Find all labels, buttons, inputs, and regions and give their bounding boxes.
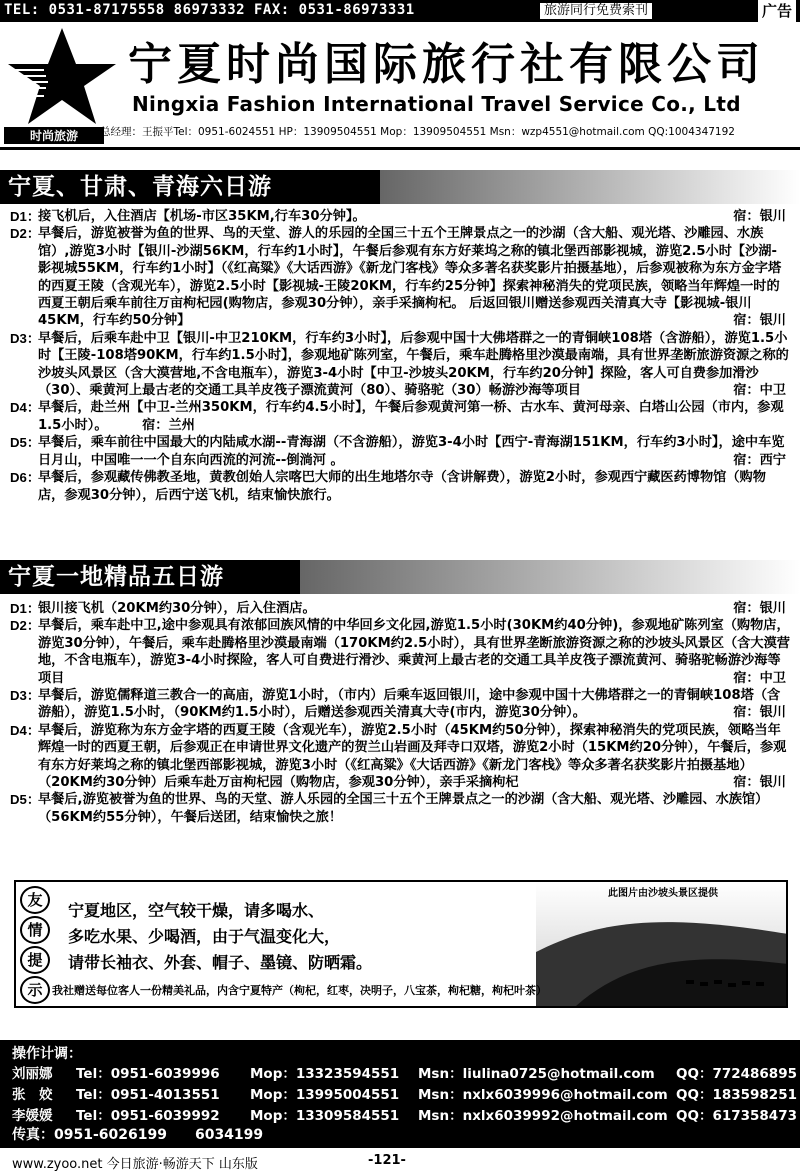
- day-text: 早餐后,游览被誉为鱼的世界、鸟的天堂、游人乐园的全国三十五个王牌景点之一的沙湖（含大船、观光塔、沙雕园、水族馆）（56KM约55分钟），午餐后送团，结束愉快之旅！: [38, 792, 769, 825]
- contact-tel: Tel：0951-6039996: [76, 1066, 220, 1082]
- day-label: D5：: [10, 435, 41, 451]
- day-label: D3：: [10, 688, 41, 704]
- banner-fade: [380, 170, 800, 204]
- contact-qq: QQ：617358473: [676, 1108, 797, 1124]
- itinerary-day: [10, 330, 790, 400]
- day-stay: 宿：银川: [727, 208, 786, 225]
- logo-text: 时尚旅游: [4, 127, 104, 144]
- section-title-six-day: 宁夏、甘肃、青海六日游: [0, 170, 380, 204]
- day-label: D5：: [10, 792, 41, 808]
- itinerary-day: [10, 434, 790, 469]
- fax-line: 传真：0951-6026199 6034199: [12, 1127, 264, 1143]
- contact-name: 刘丽娜: [12, 1066, 53, 1082]
- itinerary-day: [10, 617, 790, 687]
- itinerary-day: [10, 399, 790, 434]
- itinerary-day: [10, 600, 790, 617]
- day-label: D6：: [10, 470, 41, 486]
- itinerary-day: [10, 791, 790, 826]
- day-stay: 宿：银川: [727, 774, 786, 791]
- day-text: 早餐后，游览称为东方金字塔的西夏王陵（含观光车），游览2.5小时（45KM约50分钟），探索神秘消失的党项民族，领略当年辉煌一时的西夏王朝，后参观正在申请世界文化遗产的贺兰山岩画及拜寺口双塔，游览2小时（15KM约20分钟），午餐后，参观有东方好莱坞之称的镇北堡西部影视城，游览3小时（《红高粱》《大话西游》《新龙门客栈》等众多著名获奖影片拍摄基地）（20KM约30分钟）后乘车赴万亩枸杞园（购物店，参观30分钟），亲手采摘枸杞: [38, 722, 787, 791]
- operator-contacts: [0, 1040, 800, 1148]
- itinerary-day: [10, 687, 790, 722]
- tips-char: 友: [20, 886, 50, 914]
- day-stay: 宿：中卫: [727, 382, 786, 399]
- tips-char: 提: [20, 946, 50, 974]
- day-label: D3：: [10, 330, 41, 346]
- contact-msn: Msn：liulina0725@hotmail.com: [418, 1066, 655, 1082]
- contact-mop: Mop：13995004551: [250, 1087, 400, 1103]
- desert-camel-photo: [536, 882, 788, 1006]
- itinerary-day: [10, 208, 790, 225]
- star-logo-icon: [4, 26, 120, 126]
- contact-qq: QQ：772486895: [676, 1066, 797, 1082]
- day-label: D1：: [10, 601, 41, 616]
- manager-contact: 总经理：王振平Tel：0951-6024551 HP：13909504551 Mop：13909504551 Msn：wzp4551@hotmail.com QQ:1004347192: [100, 126, 735, 138]
- tips-side-label: [20, 886, 56, 1004]
- section-title-five-day: 宁夏一地精品五日游: [0, 560, 300, 594]
- contact-name: 张 姣: [12, 1087, 53, 1103]
- contact-msn: Msn：nxlx6039992@hotmail.com: [418, 1108, 668, 1124]
- day-stay: 宿：中卫: [727, 670, 786, 687]
- day-text: 银川接飞机（20KM约30分钟），后入住酒店。: [38, 601, 316, 616]
- tips-line: 请带长袖衣、外套、帽子、墨镜、防晒霜。: [68, 953, 373, 972]
- company-name-cn: 宁夏时尚国际旅行社有限公司: [128, 39, 765, 90]
- itinerary-day: [10, 225, 790, 329]
- day-text: 早餐后，乘车前往中国最大的内陆咸水湖--青海湖（不含游船），游览3-4小时【西宁-青海湖151KM，行车约3小时】，途中车览日月山，中国唯一一个自东向西流的河流--倒淌河 。: [38, 435, 785, 468]
- day-text: 早餐后，参观藏传佛教圣地，黄教创始人宗喀巴大师的出生地塔尔寺（含讲解费），游览2小时，参观西宁藏医药博物馆（购物店，参观30分钟），后西宁送飞机，结束愉快旅行。: [38, 470, 766, 503]
- tips-text: [68, 898, 372, 976]
- footer-website: www.zyoo.net 今日旅游·畅游天下 山东版: [12, 1157, 258, 1171]
- page-number: -121-: [368, 1153, 406, 1168]
- page-footer: [0, 1151, 800, 1171]
- contact-msn: Msn：nxlx6039996@hotmail.com: [418, 1087, 668, 1103]
- photo-credit: 此图片由沙坡头景区提供: [608, 888, 718, 899]
- itinerary-day: [10, 722, 790, 792]
- contact-mop: Mop：13309584551: [250, 1108, 400, 1124]
- day-stay: 宿：西宁: [727, 452, 786, 469]
- contact-mop: Mop：13323594551: [250, 1066, 400, 1082]
- itinerary-six-day: [10, 208, 790, 504]
- banner-fade: [300, 560, 800, 594]
- day-text: 早餐后，赴兰州【中卫-兰州350KM，行车约4.5小时】，午餐后参观黄河第一桥、古水车、黄河母亲、白塔山公园（市内，参观1.5小时）。: [38, 400, 784, 433]
- ad-badge: 广告: [758, 0, 796, 22]
- itinerary-five-day: [10, 600, 790, 826]
- topbar-phone: TEL: 0531-87175558 86973332 FAX: 0531-86973331: [4, 2, 415, 18]
- day-text: 早餐后，游览儒释道三教合一的高庙，游览1小时，（市内）后乘车返回银川，途中参观中国十大佛塔群之一的青铜峡108塔（含游船），游览1.5小时，（90KM约1.5小时），后赠送参观西关清真大寺(市内，游览30分钟）。: [38, 688, 781, 721]
- day-stay: 宿：银川: [727, 312, 786, 329]
- day-label: D1：: [10, 209, 41, 224]
- day-text: 早餐后，游览被誉为鱼的世界、鸟的天堂、游人的乐园的全国三十五个王牌景点之一的沙湖（含大船、观光塔、沙雕园、水族馆）,游览3小时【银川-沙湖56KM，行车约1小时】，午餐后参观有东方好莱坞之称的镇北堡西部影视城，游览2.5小时【沙湖-影视城55KM，行车约1小时】（《红高粱》《大话西游》《新龙门客栈》等众多著名获奖影片拍摄基地），后参观被称为东方金字塔的西夏王陵（含观光车），游览2.5小时【影视城-王陵20KM，行车约25分钟】探索神秘消失的党项民族，领略当年辉煌一时的西夏王朝后乘车前往万亩枸杞园(购物店，参观30分钟），亲手采摘枸杞。 后返回银川赠送参观西关清真大寺【影视城-银川45KM，行车约50分钟】: [38, 226, 782, 329]
- contacts-title: 操作计调：: [12, 1046, 82, 1062]
- day-label: D2：: [10, 226, 41, 242]
- top-bar: [0, 0, 800, 22]
- tips-line: 多吃水果、少喝酒，由于气温变化大，: [68, 927, 341, 946]
- contact-tel: Tel：0951-6039992: [76, 1108, 220, 1124]
- itinerary-day: [10, 469, 790, 504]
- day-text: 接飞机后，入住酒店【机场-市区35KM,行车30分钟】。: [38, 209, 366, 224]
- contact-name: 李媛媛: [12, 1108, 53, 1124]
- company-name-en: Ningxia Fashion International Travel Service Co., Ltd: [132, 92, 741, 116]
- tips-line: 宁夏地区，空气较干燥，请多喝水、: [68, 901, 325, 920]
- tips-char: 情: [20, 916, 50, 944]
- gift-note: 我社赠送每位客人一份精美礼品，内含宁夏特产（枸杞，红枣，决明子，八宝茶，枸杞糖，枸杞叶茶）: [52, 984, 547, 997]
- day-label: D4：: [10, 400, 41, 416]
- day-text: 早餐后，后乘车赴中卫【银川-中卫210KM，行车约3小时】，后参观中国十大佛塔群之一的青铜峡108塔（含游船），游览1.5小时【王陵-108塔90KM，行车约1.5小时】，参观地矿陈列室，午餐后，乘车赴腾格里沙漠最南端，具有世界垄断旅游资源之称的沙坡头风景区（含大漠营地,不含电瓶车），游览3-4小时【中卫-沙坡头20KM，行车约20分钟】探险，客人可自费参加滑沙（30）、乘黄河上最古老的交通工具羊皮筏子漂流黄河（80）、骑骆驼（30）畅游沙海等项目: [38, 330, 789, 399]
- day-label: D4：: [10, 722, 41, 738]
- day-stay: 宿：银川: [727, 600, 786, 617]
- tips-char: 示: [20, 976, 50, 1004]
- travel-tips-box: [14, 880, 788, 1008]
- day-stay: 宿：银川: [727, 704, 786, 721]
- day-label: D2：: [10, 618, 41, 634]
- company-header: [0, 22, 800, 150]
- contact-tel: Tel：0951-4013551: [76, 1087, 220, 1103]
- day-stay: 宿：兰州: [142, 417, 195, 433]
- day-text: 早餐后，乘车赴中卫,途中参观具有浓郁回族风情的中华回乡文化园,游览1.5小时(30KM约40分钟)，参观地矿陈列室（购物店，游览30分钟），午餐后，乘车赴腾格里沙漠最南端（170KM约2.5小时），具有世界垄断旅游资源之称的沙坡头风景区（含大漠营地，不含电瓶车），游览3-4小时探险，客人可自费进行滑沙、乘黄河上最古老的交通工具羊皮筏子漂流黄河、骑骆驼畅游沙海等项目: [38, 618, 790, 686]
- topbar-free-label: 旅游同行免费索刊: [540, 3, 652, 19]
- contact-qq: QQ：183598251: [676, 1087, 797, 1103]
